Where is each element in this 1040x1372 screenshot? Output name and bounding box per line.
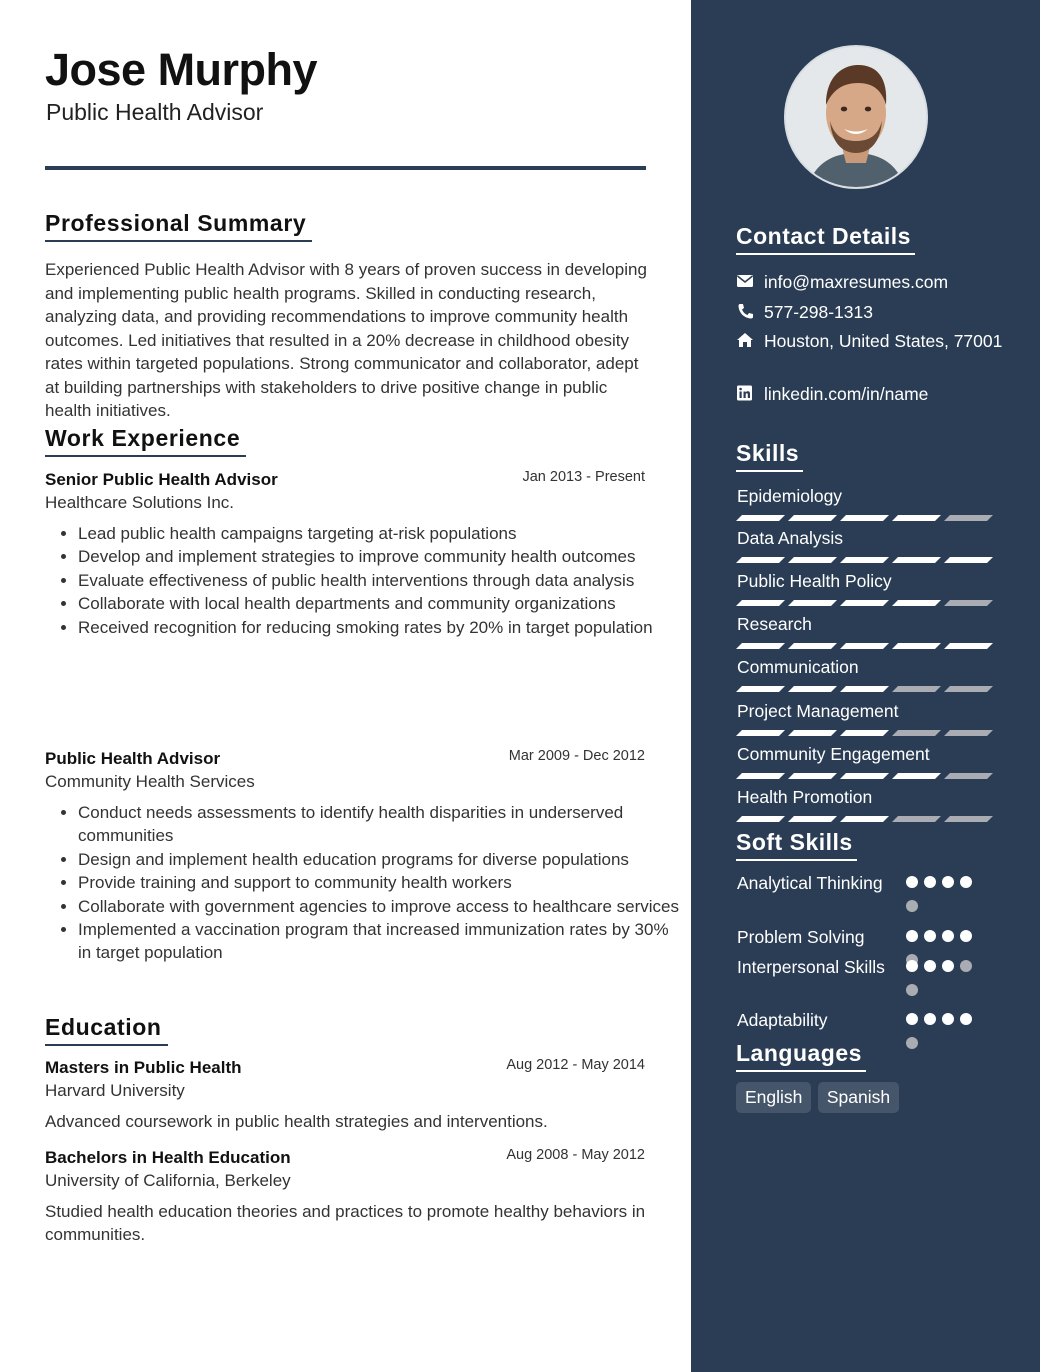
- soft-skill-dot: [942, 960, 954, 972]
- skill-bar-segment: [944, 816, 993, 822]
- section-heading-skills: Skills: [736, 439, 803, 472]
- soft-skill-dot: [924, 960, 936, 972]
- language-list: [736, 1082, 901, 1113]
- job-title: Public Health Advisor: [45, 749, 221, 768]
- skill-level-bar: [736, 730, 992, 736]
- skill-bar-segment: [840, 515, 889, 521]
- soft-skill-rating: [906, 955, 986, 995]
- language-chip: English: [736, 1082, 811, 1113]
- contact-phone-text: 577-298-1313: [764, 302, 873, 322]
- job-bullet: • Conduct needs assessments to identify health disparities in underserved communities: [78, 801, 682, 848]
- soft-skill-dot: [906, 900, 918, 912]
- soft-skill-name: Problem Solving: [737, 927, 865, 947]
- education-dates: Aug 2012 - May 2014: [506, 1057, 645, 1073]
- skill-name: Public Health Policy: [737, 571, 892, 591]
- skill-level-bar: [736, 686, 992, 692]
- soft-skill-rating: [906, 871, 986, 911]
- skill-name: Project Management: [737, 701, 899, 721]
- job-bullet: • Develop and implement strategies to improve community health outcomes: [78, 545, 682, 568]
- skill-level-bar: [736, 816, 992, 822]
- skill-bar-segment: [840, 686, 889, 692]
- soft-skill-dot: [942, 930, 954, 942]
- skill-bar-segment: [944, 686, 993, 692]
- job-company: Community Health Services: [45, 772, 255, 791]
- education-dates: Aug 2008 - May 2012: [506, 1147, 645, 1163]
- school-name: University of California, Berkeley: [45, 1171, 291, 1190]
- envelope-icon: [736, 273, 754, 289]
- skill-bar-segment: [736, 557, 785, 563]
- job-dates: Jan 2013 - Present: [522, 469, 645, 485]
- linkedin-icon: [736, 385, 754, 401]
- job-bullet: • Implemented a vaccination program that increased immunization rates by 30% in target population: [78, 918, 682, 965]
- school-name: Harvard University: [45, 1081, 185, 1100]
- job-bullet: • Received recognition for reducing smoking rates by 20% in target population: [78, 616, 682, 639]
- skill-bar-segment: [736, 515, 785, 521]
- job-bullet: • Design and implement health education programs for diverse populations: [78, 848, 682, 871]
- skill-bar-segment: [944, 773, 993, 779]
- skill-bar-segment: [892, 816, 941, 822]
- skill-bar-segment: [944, 515, 993, 521]
- skill-bar-segment: [788, 557, 837, 563]
- section-heading-education: Education: [45, 1013, 168, 1046]
- summary-text: Experienced Public Health Advisor with 8 years of proven success in developing and implementing public health programs. Skilled in conducting research, analyzing data, and providing recommendations to improve community health outcomes. Led initiatives that resulted in a 20% decrease in childhood obesity rates within targeted populations. Strong communicator and collaborator, adept at building partnerships with stakeholders to drive positive change in public health initiatives.: [45, 260, 647, 420]
- soft-skill-dot: [906, 984, 918, 996]
- job-bullets: [45, 801, 682, 965]
- candidate-name: Jose Murphy: [45, 44, 318, 95]
- skill-bar-segment: [840, 557, 889, 563]
- job-bullet: • Lead public health campaigns targeting at-risk populations: [78, 522, 682, 545]
- candidate-title: Public Health Advisor: [46, 99, 264, 125]
- skill-bar-segment: [788, 773, 837, 779]
- soft-skill-name: Adaptability: [737, 1010, 828, 1030]
- skill-level-bar: [736, 557, 992, 563]
- soft-skill-dot: [906, 930, 918, 942]
- soft-skill-dot: [906, 960, 918, 972]
- soft-skill-dot: [960, 930, 972, 942]
- job-bullet: • Collaborate with local health departments and community organizations: [78, 592, 682, 615]
- skill-name: Community Engagement: [737, 744, 930, 764]
- job-bullet: • Collaborate with government agencies to improve access to healthcare services: [78, 895, 682, 918]
- degree-title: Masters in Public Health: [45, 1058, 242, 1077]
- contact-email-text: info@maxresumes.com: [764, 272, 949, 292]
- contact-linkedin-text: linkedin.com/in/name: [764, 384, 929, 404]
- soft-skill-dot: [924, 930, 936, 942]
- job-bullets: [45, 522, 682, 639]
- home-icon: [736, 332, 754, 348]
- skill-bar-segment: [736, 686, 785, 692]
- language-chip: Spanish: [818, 1082, 899, 1113]
- skill-bar-segment: [944, 600, 993, 606]
- skill-bar-segment: [840, 816, 889, 822]
- skill-bar-segment: [944, 730, 993, 736]
- contact-address-text: Houston, United States, 77001: [764, 331, 1003, 351]
- skill-name: Communication: [737, 657, 859, 677]
- job-company: Healthcare Solutions Inc.: [45, 493, 234, 512]
- skill-level-bar: [736, 600, 992, 606]
- soft-skill-dot: [942, 876, 954, 888]
- job-bullet: • Evaluate effectiveness of public health interventions through data analysis: [78, 569, 682, 592]
- skill-bar-segment: [840, 600, 889, 606]
- skill-bar-segment: [788, 515, 837, 521]
- section-heading-languages: Languages: [736, 1039, 866, 1072]
- soft-skill-dot: [924, 876, 936, 888]
- skill-bar-segment: [892, 686, 941, 692]
- sidebar: [691, 0, 1040, 1372]
- job-dates: Mar 2009 - Dec 2012: [508, 748, 645, 764]
- skill-bar-segment: [788, 730, 837, 736]
- skill-bar-segment: [788, 600, 837, 606]
- profile-photo-illustration: [786, 47, 926, 187]
- soft-skill-dot: [906, 1037, 918, 1049]
- header-divider: [45, 166, 646, 170]
- soft-skill-name: Interpersonal Skills: [737, 957, 885, 977]
- skill-name: Research: [737, 614, 812, 634]
- skill-bar-segment: [944, 643, 993, 649]
- skill-bar-segment: [892, 600, 941, 606]
- education-description: Studied health education theories and practices to promote healthy behaviors in communities.: [45, 1202, 646, 1245]
- soft-skill-rating: [906, 1008, 986, 1048]
- skill-bar-segment: [788, 816, 837, 822]
- soft-skill-dot: [924, 1013, 936, 1025]
- soft-skill-dot: [960, 960, 972, 972]
- skill-bar-segment: [736, 643, 785, 649]
- skill-bar-segment: [892, 557, 941, 563]
- degree-title: Bachelors in Health Education: [45, 1148, 291, 1167]
- soft-skill-dot: [942, 1013, 954, 1025]
- skill-bar-segment: [736, 600, 785, 606]
- skill-bar-segment: [944, 557, 993, 563]
- section-heading-soft-skills: Soft Skills: [736, 828, 857, 861]
- skill-level-bar: [736, 773, 992, 779]
- job-bullet: • Provide training and support to community health workers: [78, 871, 682, 894]
- skill-bar-segment: [892, 730, 941, 736]
- section-heading-summary: Professional Summary: [45, 209, 312, 242]
- skill-name: Data Analysis: [737, 528, 844, 548]
- skill-bar-segment: [892, 773, 941, 779]
- job-title: Senior Public Health Advisor: [45, 470, 278, 489]
- skill-level-bar: [736, 643, 992, 649]
- skill-bar-segment: [892, 515, 941, 521]
- skill-bar-segment: [736, 730, 785, 736]
- soft-skill-dot: [906, 876, 918, 888]
- phone-icon: [736, 303, 754, 319]
- soft-skill-dot: [960, 1013, 972, 1025]
- soft-skill-dot: [960, 876, 972, 888]
- soft-skill-name: Analytical Thinking: [737, 873, 883, 893]
- skill-name: Health Promotion: [737, 787, 873, 807]
- skill-bar-segment: [840, 643, 889, 649]
- skill-level-bar: [736, 515, 992, 521]
- profile-photo: [784, 45, 928, 189]
- skill-bar-segment: [788, 686, 837, 692]
- skill-name: Epidemiology: [737, 486, 843, 506]
- skill-bar-segment: [840, 773, 889, 779]
- skill-bar-segment: [736, 773, 785, 779]
- skill-bar-segment: [736, 816, 785, 822]
- skill-bar-segment: [892, 643, 941, 649]
- education-description: Advanced coursework in public health strategies and interventions.: [45, 1112, 548, 1131]
- soft-skill-dot: [906, 1013, 918, 1025]
- skill-bar-segment: [840, 730, 889, 736]
- section-heading-experience: Work Experience: [45, 424, 246, 457]
- section-heading-contact: Contact Details: [736, 222, 915, 255]
- skill-bar-segment: [788, 643, 837, 649]
